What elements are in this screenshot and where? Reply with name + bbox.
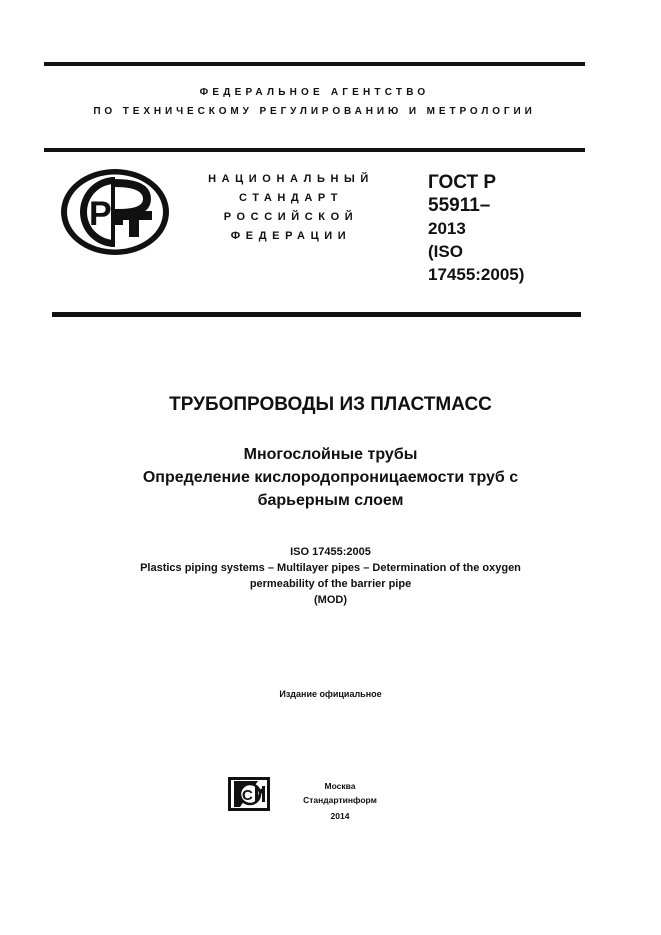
designation-line-3: 2013 bbox=[428, 219, 466, 238]
bottom-rule bbox=[52, 312, 581, 317]
standard-type-line-4: ФЕДЕРАЦИИ bbox=[230, 230, 352, 242]
standard-designation bbox=[428, 171, 524, 286]
svg-text:P: P bbox=[89, 195, 112, 233]
subtitle-line-3: барьерным слоем bbox=[257, 492, 404, 509]
iso-title-line-1: Plastics piping systems – Multilayer pipes – Determination of the oxygen bbox=[140, 562, 521, 574]
middle-rule bbox=[44, 148, 585, 152]
standartinform-logo-icon bbox=[228, 777, 270, 811]
rst-conformity-logo-icon bbox=[59, 167, 171, 257]
standard-type-line-3: РОССИЙСКОЙ bbox=[223, 211, 359, 223]
publication-year: 2014 bbox=[330, 811, 350, 821]
iso-title-line-2: permeability of the barrier pipe bbox=[249, 578, 412, 590]
designation-line-1: ГОСТ Р bbox=[428, 172, 497, 193]
designation-line-2: 55911– bbox=[428, 195, 491, 216]
document-title: ТРУБОПРОВОДЫ ИЗ ПЛАСТМАСС bbox=[169, 394, 492, 415]
edition-label: Издание официальное bbox=[279, 689, 382, 699]
publisher-city: Москва bbox=[324, 781, 356, 791]
designation-line-5: 17455:2005) bbox=[428, 265, 525, 284]
iso-modification: (MOD) bbox=[314, 594, 347, 606]
svg-text:С: С bbox=[242, 787, 253, 804]
subtitle-line-1: Многослойные трубы bbox=[243, 446, 418, 463]
standard-type-line-2: СТАНДАРТ bbox=[238, 192, 344, 204]
designation-line-4: (ISO bbox=[428, 242, 463, 261]
publisher-name: Стандартинформ bbox=[303, 795, 377, 805]
standard-type-line-1: НАЦИОНАЛЬНЫЙ bbox=[208, 173, 374, 185]
top-rule bbox=[44, 62, 585, 66]
agency-line-2: ПО ТЕХНИЧЕСКОМУ РЕГУЛИРОВАНИЮ И МЕТРОЛОГИИ bbox=[93, 106, 536, 117]
agency-line-1: ФЕДЕРАЛЬНОЕ АГЕНТСТВО bbox=[199, 87, 430, 98]
subtitle-line-2: Определение кислородопроницаемости труб с bbox=[142, 469, 519, 486]
iso-code: ISO 17455:2005 bbox=[290, 546, 371, 558]
